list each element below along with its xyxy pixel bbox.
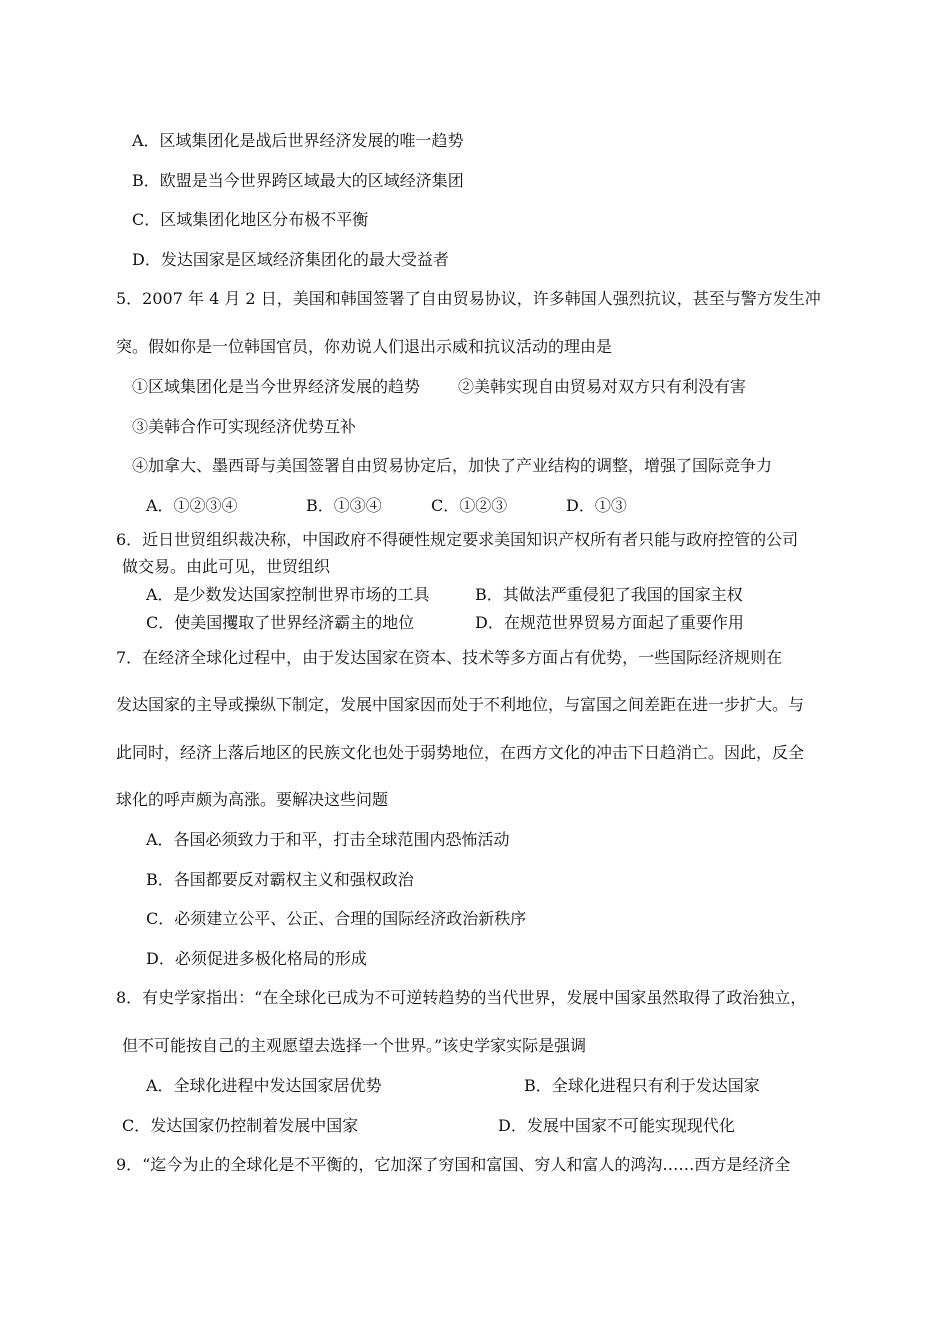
q7-option-c: C．必须建立公平、公正、合理的国际经济政治新秩序 [146,909,527,928]
q5-option-b: B．①③④ [306,496,382,515]
q6-stem-line-2: 做交易。由此可见，世贸组织 [122,557,331,576]
q5-option-d: D．①③ [566,496,627,515]
q6-option-c: C．使美国攫取了世界经济霸主的地位 [146,613,415,632]
q5-stem-line-1: 5．2007 年 4 月 2 日，美国和韩国签署了自由贸易协议，许多韩国人强烈抗议，甚至与警方发生冲 [116,289,821,308]
q6-stem-line-1: 6．近日世贸组织裁决称，中国政府不得硬性规定要求美国知识产权所有者只能与政府控管的公司 [116,530,799,549]
q9-stem-line-1: 9．“迄今为止的全球化是不平衡的，它加深了穷国和富国、穷人和富人的鸿沟……西方是经济全 [116,1155,791,1174]
q5-stem-line-2: 突。假如你是一位韩国官员，你劝说人们退出示威和抗议活动的理由是 [116,337,613,356]
q6-option-d: D．在规范世界贸易方面起了重要作用 [475,613,744,632]
q5-statement-3: ③美韩合作可实现经济优势互补 [132,417,357,436]
q7-stem-line-3: 此同时，经济上落后地区的民族文化也处于弱势地位，在西方文化的冲击下日趋消亡。因此，反全 [116,743,805,762]
q8-stem-line-2: 但不可能按自己的主观愿望去选择一个世界。”该史学家实际是强调 [122,1036,587,1055]
q8-option-d: D．发展中国家不可能实现现代化 [498,1116,735,1135]
q5-statement-4: ④加拿大、墨西哥与美国签署自由贸易协定后，加快了产业结构的调整，增强了国际竞争力 [132,456,773,475]
q4-option-a: A．区域集团化是战后世界经济发展的唯一趋势 [132,131,464,150]
q6-option-b: B．其做法严重侵犯了我国的国家主权 [475,585,743,604]
q4-option-d: D．发达国家是区域经济集团化的最大受益者 [132,250,449,269]
q5-statement-2: ②美韩实现自由贸易对双方只有利没有害 [458,377,747,396]
q4-option-c: C．区域集团化地区分布极不平衡 [132,210,369,229]
q8-option-a: A．全球化进程中发达国家居优势 [146,1076,382,1095]
q7-stem-line-2: 发达国家的主导或操纵下制定，发展中国家因而处于不利地位，与富国之间差距在进一步扩大。与 [116,695,805,714]
q7-option-b: B．各国都要反对霸权主义和强权政治 [146,870,414,889]
q7-option-a: A．各国必须致力于和平，打击全球范围内恐怖活动 [146,830,510,849]
q7-stem-line-4: 球化的呼声颇为高涨。要解决这些问题 [116,790,389,809]
q4-option-b: B．欧盟是当今世界跨区域最大的区域经济集团 [132,171,464,190]
q8-stem-line-1: 8．有史学家指出：“在全球化已成为不可逆转趋势的当代世界，发展中国家虽然取得了政治独立， [116,988,807,1007]
q5-option-a: A．①②③④ [146,496,238,515]
q7-stem-line-1: 7．在经济全球化过程中，由于发达国家在资本、技术等多方面占有优势，一些国际经济规则在 [116,648,783,667]
q8-option-c: C．发达国家仍控制着发展中国家 [122,1116,359,1135]
q5-option-c: C．①②③ [431,496,508,515]
q8-option-b: B．全球化进程只有利于发达国家 [524,1076,760,1095]
q5-statement-1: ①区域集团化是当今世界经济发展的趋势 [132,377,421,396]
q6-option-a: A．是少数发达国家控制世界市场的工具 [146,585,430,604]
q7-option-d: D．必须促进多极化格局的形成 [146,949,367,968]
